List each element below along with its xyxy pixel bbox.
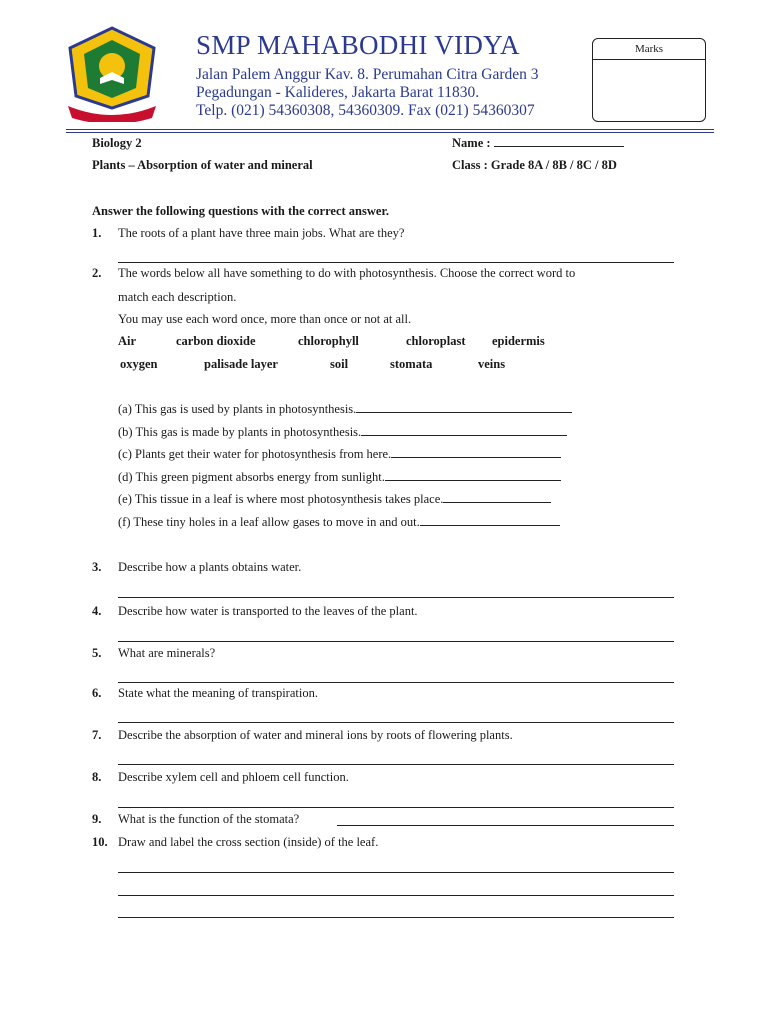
question-number: 8. [92,770,102,784]
answer-line[interactable] [118,872,674,873]
sub-question-text: (c) Plants get their water for photosynthesis from here. [118,447,392,461]
header-rule-top [66,129,714,130]
answer-line[interactable] [118,917,674,918]
word-bank-item: chlorophyll [298,334,359,348]
sub-answer-blank[interactable] [391,447,561,458]
question-number: 3. [92,560,102,574]
word-bank-item: palisade layer [204,357,278,371]
word-bank-item: stomata [390,357,433,371]
word-bank-item: soil [330,357,349,371]
subject-label: Biology 2 [92,136,142,150]
question-text: State what the meaning of transpiration. [118,686,318,700]
question-text: What are minerals? [118,646,216,660]
question-text: Draw and label the cross section (inside) of the leaf. [118,835,379,849]
name-field[interactable] [452,136,624,151]
question-text: What is the function of the stomata? [118,812,300,826]
school-address-line2: Pegadungan - Kalideres, Jakarta Barat 11830. [196,84,480,101]
question-number: 4. [92,604,102,618]
sub-answer-blank[interactable] [385,470,561,481]
answer-line[interactable] [118,895,674,896]
question-number: 2. [92,266,102,280]
school-logo [62,26,162,122]
marks-label: Marks [593,39,705,60]
topic-label: Plants – Absorption of water and mineral [92,158,313,172]
question-number: 9. [92,812,102,826]
answer-line[interactable] [118,641,674,642]
answer-line[interactable] [118,597,674,598]
sub-answer-blank[interactable] [361,425,567,436]
marks-box [592,38,706,122]
question-text: The roots of a plant have three main jobs. What are they? [118,226,405,240]
question-text: Describe how water is transported to the leaves of the plant. [118,604,418,618]
class-label: Class : Grade 8A / 8B / 8C / 8D [452,158,617,172]
sub-answer-blank[interactable] [420,515,560,526]
question-text-cont: You may use each word once, more than once or not at all. [118,312,412,326]
question-number: 10. [92,835,108,849]
question-text: Describe the absorption of water and mineral ions by roots of flowering plants. [118,728,513,742]
question-text: The words below all have something to do with photosynthesis. Choose the correct word to [118,266,576,280]
answer-line[interactable] [118,764,674,765]
question-number: 5. [92,646,102,660]
question-number: 6. [92,686,102,700]
sub-question-text: (f) These tiny holes in a leaf allow gases to move in and out. [118,515,420,529]
word-bank-item: veins [478,357,506,371]
sub-question-text: (a) This gas is used by plants in photosynthesis. [118,402,357,416]
sub-question-text: (e) This tissue in a leaf is where most photosynthesis takes place. [118,492,444,506]
answer-line[interactable] [118,682,674,683]
header-rule-bottom [66,132,714,133]
school-address-line1: Jalan Palem Anggur Kav. 8. Perumahan Citra Garden 3 [196,66,539,83]
sub-question [118,402,572,417]
question-number: 1. [92,226,102,240]
question-text: Describe how a plants obtains water. [118,560,302,574]
answer-line[interactable] [118,722,674,723]
sub-question [118,447,561,462]
word-bank-item: chloroplast [406,334,466,348]
sub-answer-blank[interactable] [443,492,551,503]
sub-question [118,492,551,507]
sub-question [118,515,560,530]
answer-line[interactable] [118,807,674,808]
answer-line[interactable] [118,262,674,263]
word-bank-item: carbon dioxide [176,334,256,348]
word-bank-item: oxygen [120,357,158,371]
sub-question-text: (d) This green pigment absorbs energy from sunlight. [118,470,385,484]
sub-question [118,470,561,485]
school-name: SMP MAHABODHI VIDYA [196,30,520,60]
question-text-cont: match each description. [118,290,237,304]
instructions: Answer the following questions with the correct answer. [92,204,389,218]
sub-question-text: (b) This gas is made by plants in photosynthesis. [118,425,362,439]
answer-line[interactable] [337,825,674,826]
school-phone: Telp. (021) 54360308, 54360309. Fax (021) 54360307 [196,102,535,119]
sub-answer-blank[interactable] [356,402,572,413]
name-label: Name : [452,136,494,150]
question-text: Describe xylem cell and phloem cell function. [118,770,349,784]
word-bank-item: epidermis [492,334,545,348]
sub-question [118,425,567,440]
word-bank-item: Air [118,334,137,348]
question-number: 7. [92,728,102,742]
